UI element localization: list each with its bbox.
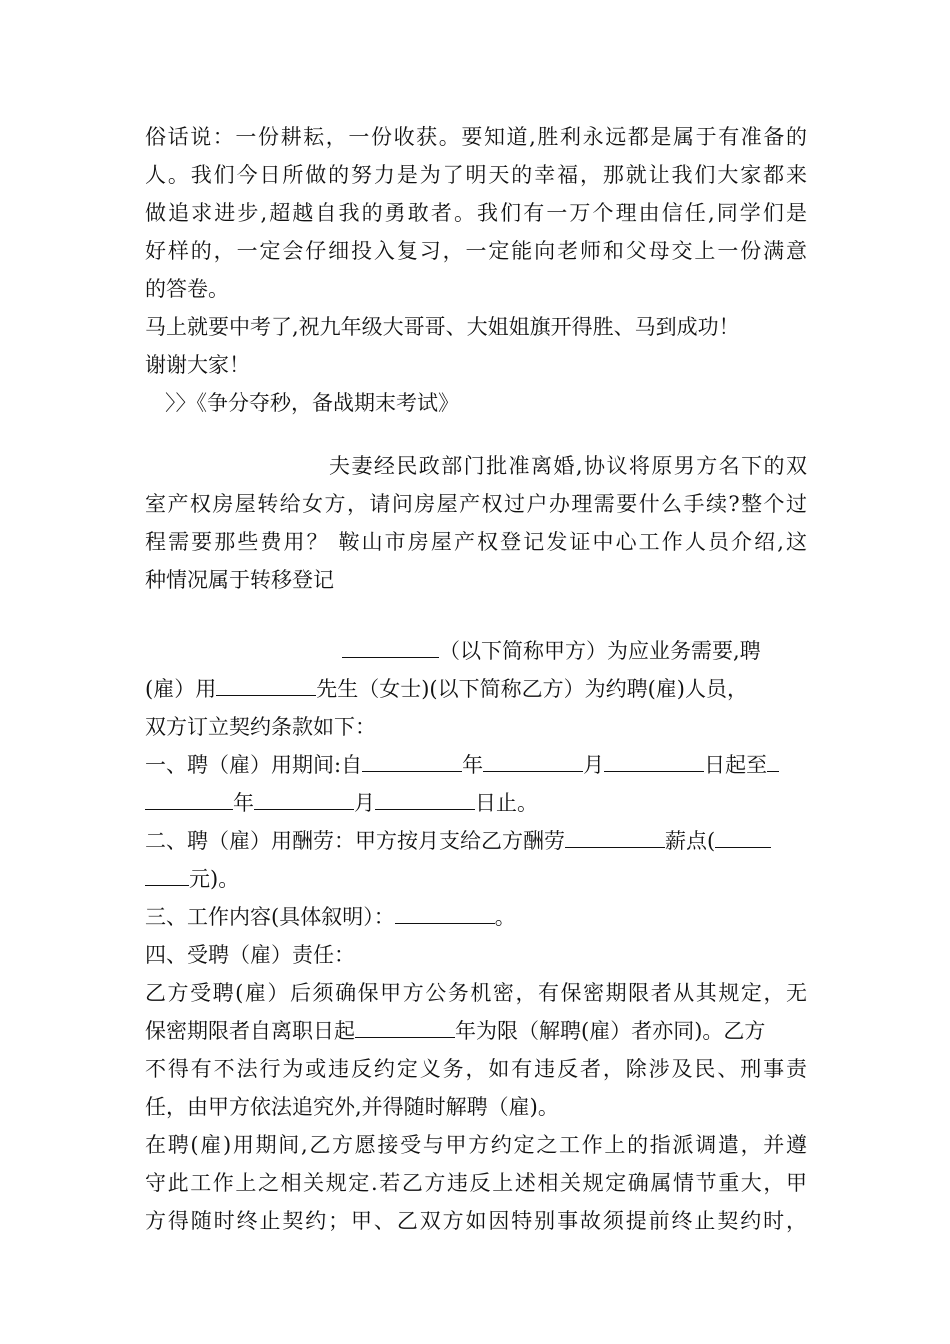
fill-blank[interactable] xyxy=(145,787,233,810)
fill-blank[interactable] xyxy=(216,673,316,696)
text-line: 俗话说：一份耕耘，一份收获。要知道,胜利永远都是属于有准备的 xyxy=(145,125,807,149)
text-line: 人。我们今日所做的努力是为了明天的幸福，那就让我们大家都来 xyxy=(145,163,807,187)
text-line: 好样的，一定会仔细投入复习，一定能向老师和父母交上一份满意 xyxy=(145,239,807,263)
text-line: 方得随时终止契约；甲、乙双方如因特别事故须提前终止契约时， xyxy=(145,1209,807,1233)
text-line: 种情况属于转移登记 xyxy=(145,568,334,592)
text-line: 四、受聘（雇）责任： xyxy=(145,943,355,967)
fill-blank[interactable] xyxy=(767,749,779,772)
fill-blank[interactable] xyxy=(395,901,495,924)
text-line: (雇）用 先生（女士)(以下简称乙方）为约聘(雇)人员， xyxy=(145,670,807,708)
text-line: 夫妻经民政部门批准离婚,协议将原男方名下的双 xyxy=(329,454,807,478)
fill-blank[interactable] xyxy=(604,749,704,772)
article-link[interactable]: 〉〉《争分夺秒，备战期末考试》 xyxy=(165,391,459,415)
text-line: 在聘(雇)用期间,乙方愿接受与甲方约定之工作上的指派调遣，并遵 xyxy=(145,1133,807,1157)
speech-paragraph xyxy=(145,118,807,422)
contract-text xyxy=(145,632,807,1240)
text-line: 任，由甲方依法追究外,并得随时解聘（雇)。 xyxy=(145,1095,559,1119)
text-line: 乙方受聘(雇）后须确保甲方公务机密，有保密期限者从其规定，无 xyxy=(145,981,807,1005)
fill-blank[interactable] xyxy=(375,787,475,810)
text-line: 做追求进步,超越自我的勇敢者。我们有一万个理由信任,同学们是 xyxy=(145,201,807,225)
text-line: 双方订立契约条款如下： xyxy=(145,715,376,739)
text-line: （以下简称甲方）为应业务需要,聘 xyxy=(145,632,807,670)
text-line: 一、聘（雇）用期间:自 年 月 日起至 xyxy=(145,746,807,784)
fill-blank[interactable] xyxy=(145,863,189,886)
text-line: 守此工作上之相关规定.若乙方违反上述相关规定确属情节重大，甲 xyxy=(145,1171,807,1195)
fill-blank[interactable] xyxy=(362,749,462,772)
fill-blank[interactable] xyxy=(715,825,771,848)
fill-blank[interactable] xyxy=(254,787,354,810)
fill-blank[interactable] xyxy=(565,825,665,848)
text-line: 的答卷。 xyxy=(145,277,229,301)
divorce-paragraph xyxy=(145,447,807,599)
text-line: 保密期限者自离职日起 年为限（解聘(雇）者亦同)。乙方 xyxy=(145,1012,807,1050)
text-line: 不得有不法行为或违反约定义务，如有违反者，除涉及民、刑事责 xyxy=(145,1057,807,1081)
text-line: 二、聘（雇）用酬劳：甲方按月支给乙方酬劳 薪点( xyxy=(145,822,807,860)
text-line: 谢谢大家！ xyxy=(145,353,250,377)
text-line: 三、工作内容(具体叙明）： 。 xyxy=(145,898,807,936)
text-line: 程需要那些费用？ 鞍山市房屋产权登记发证中心工作人员介绍,这 xyxy=(145,530,807,554)
fill-blank[interactable] xyxy=(355,1015,455,1038)
text-line: 室产权房屋转给女方，请问房屋产权过户办理需要什么手续?整个过 xyxy=(145,492,807,516)
text-line: 马上就要中考了,祝九年级大哥哥、大姐姐旗开得胜、马到成功！ xyxy=(145,315,740,339)
text-line: 元)。 xyxy=(145,860,807,898)
text-line: 年 月 日止。 xyxy=(145,784,807,822)
fill-blank[interactable] xyxy=(342,635,439,658)
fill-blank[interactable] xyxy=(483,749,583,772)
